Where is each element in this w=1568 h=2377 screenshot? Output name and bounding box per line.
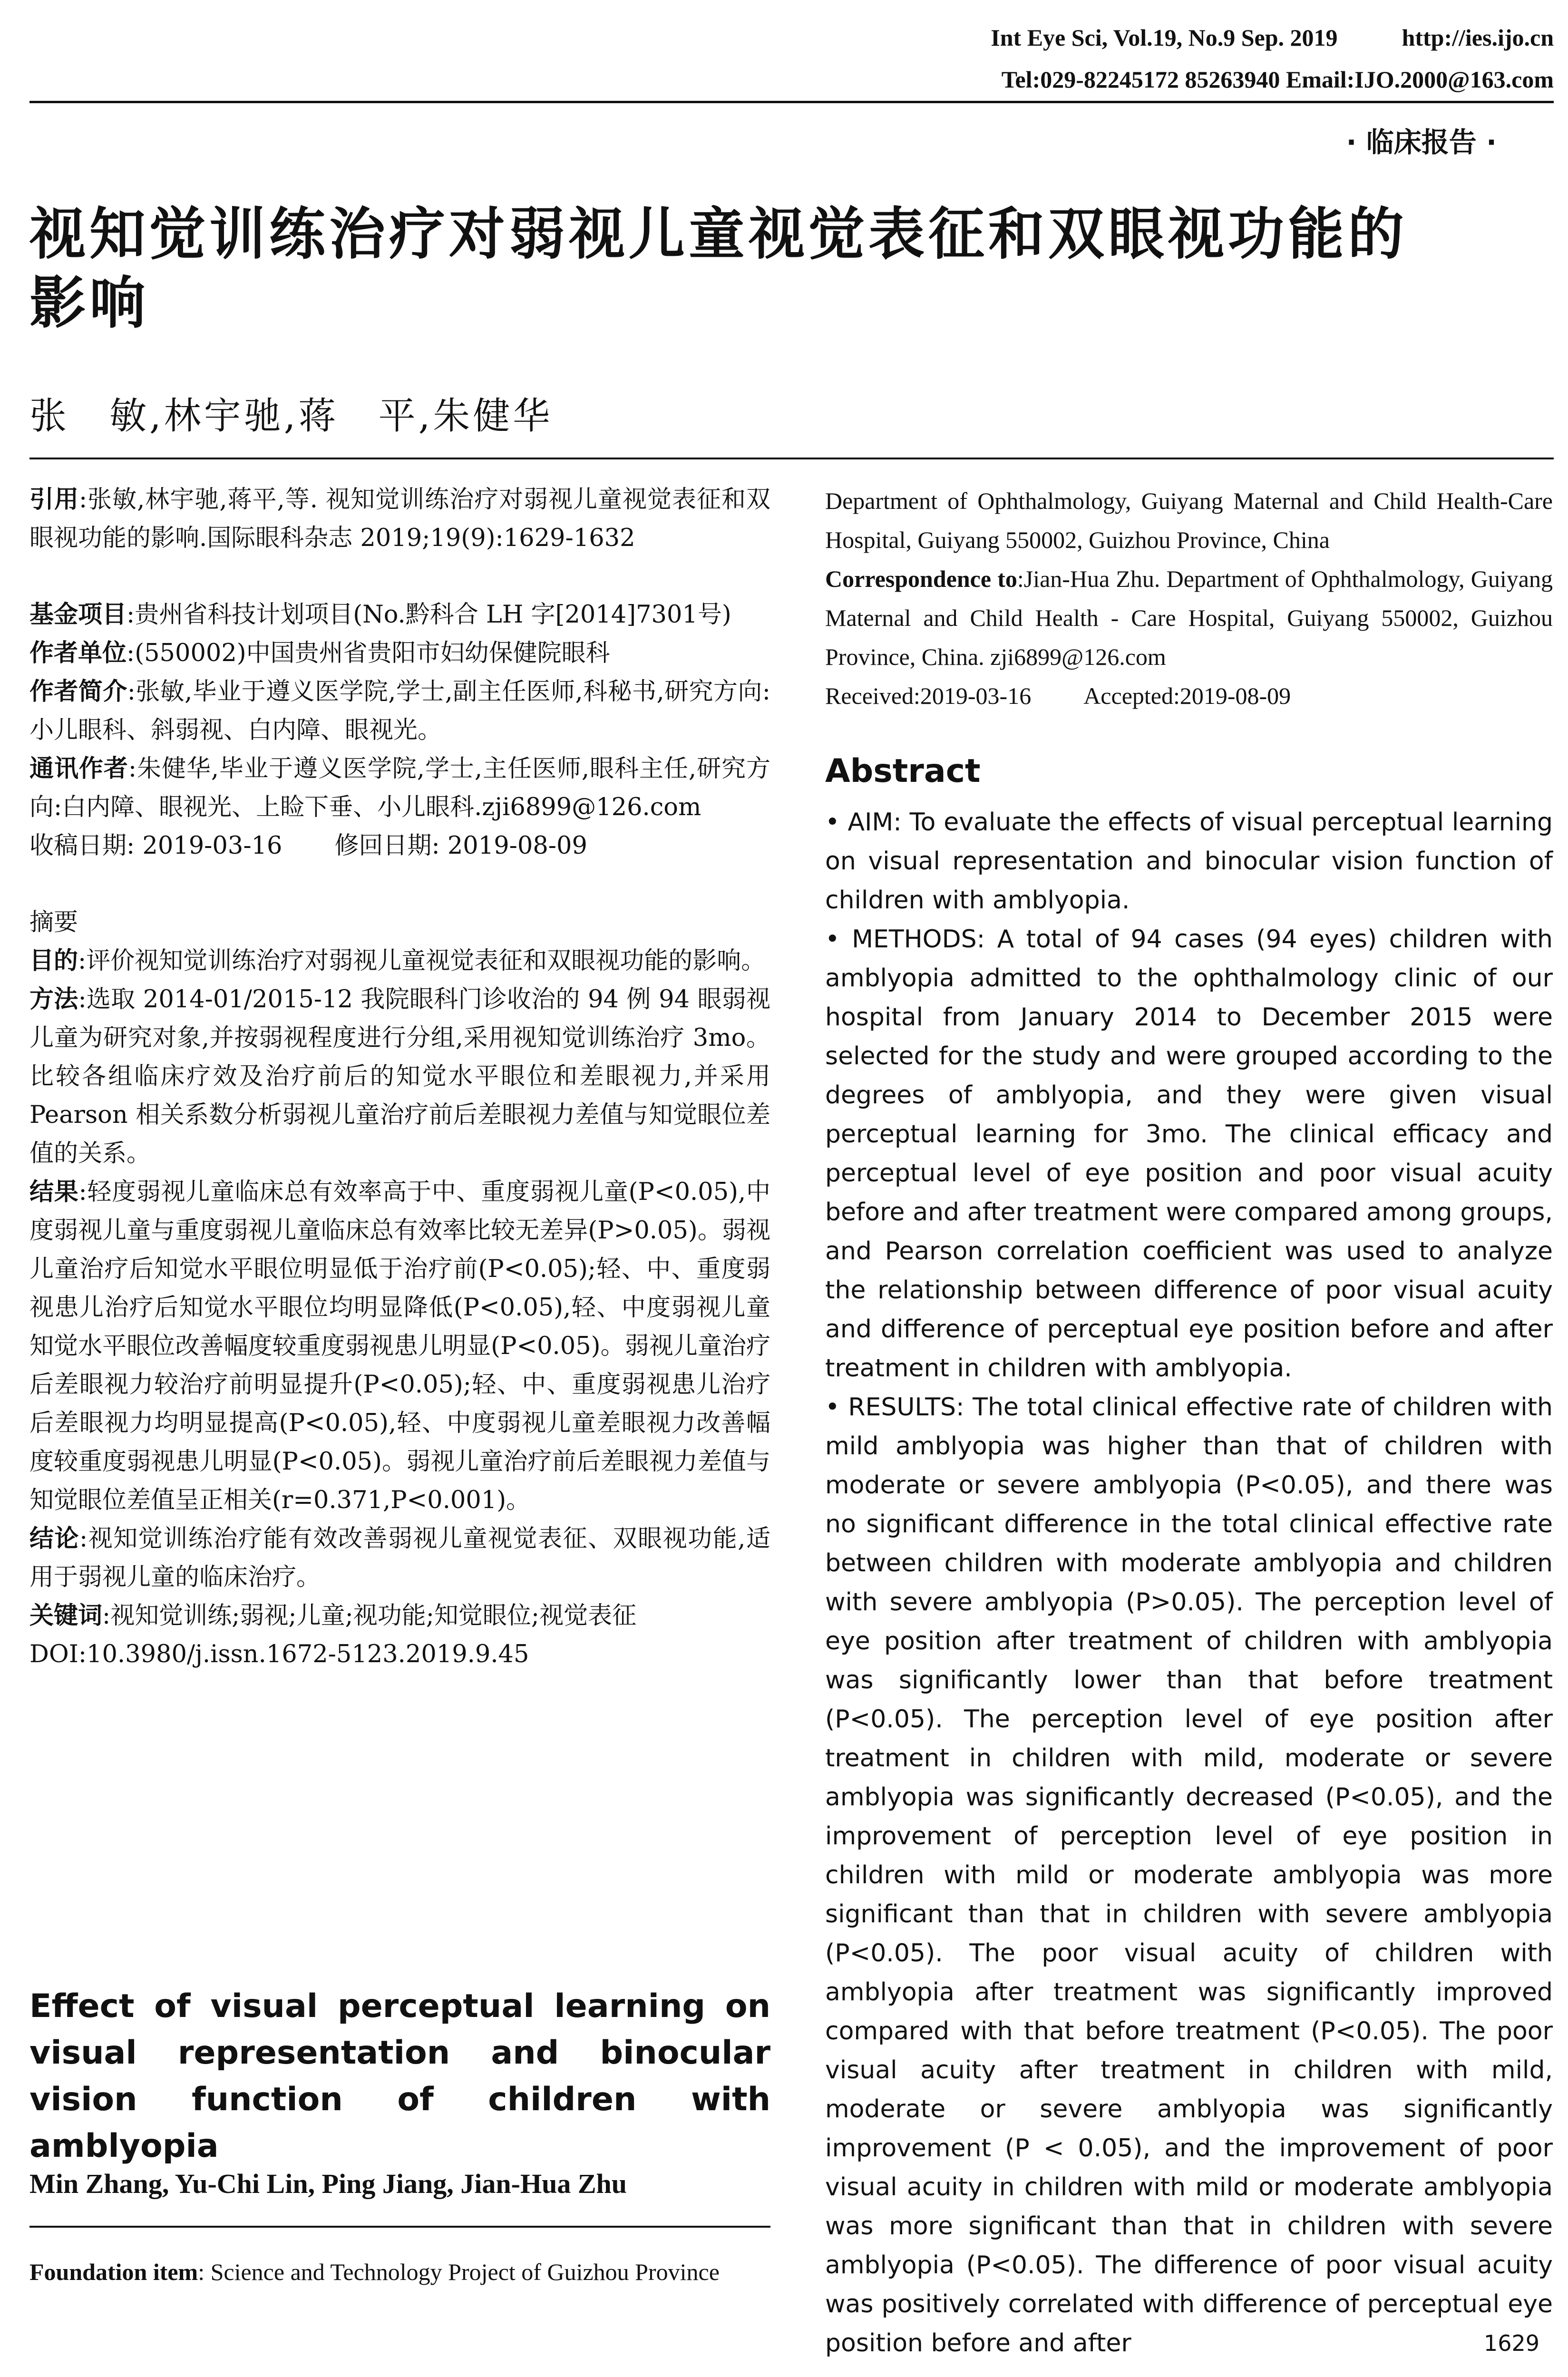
correspondence-cn-block [29, 750, 770, 827]
results-cn-block [29, 1173, 770, 1520]
journal-url[interactable]: http://ies.ijo.cn [1402, 24, 1554, 51]
conclusion-text: :视知觉训练治疗能有效改善弱视儿童视觉表征、双眼视功能,适用于弱视儿童的临床治疗。 [29, 1525, 770, 1591]
bio-text: :张敏,毕业于遵义医学院,学士,副主任医师,科秘书,研究方向:小儿眼科、斜弱视、白内障、眼视光。 [29, 678, 770, 744]
fund-label: 基金项目 [29, 601, 127, 629]
abstract-en-heading: Abstract [825, 752, 981, 790]
title-line-1: 视知觉训练治疗对弱视儿童视觉表征和双眼视功能的 [29, 201, 1408, 267]
dates-cn [29, 827, 770, 865]
english-authors: Min Zhang, Yu-Chi Lin, Ping Jiang, Jian-Hua Zhu [29, 2168, 627, 2199]
citation-label: 引用 [29, 486, 79, 514]
methods-en-text: : A total of 94 cases (94 eyes) children with amblyopia admitted to the ophthalmology clinic of our hospital from January 2014 to December 2015 were selected for the study and were grouped according to the degrees of amblyopia, and they were given visual perceptual learning for 3mo. The clinical efficacy and perceptual level of eye position and poor visual acuity before and after treatment were compared among groups, and Pearson correlation coefficient was used to analyze the relationship between difference of poor visual acuity and difference of perceptual eye position before and after treatment in children with amblyopia. [825, 925, 1553, 1383]
header-rule [29, 101, 1554, 103]
department-en: Department of Ophthalmology, Guiyang Maternal and Child Health-Care Hospital, Guiyang 550002, Guizhou Province, China [825, 487, 1553, 553]
right-affiliation-block [825, 481, 1553, 715]
journal-contact-line: Tel:029-82245172 85263940 Email:IJO.2000@163.com [1001, 66, 1554, 93]
aim-block [825, 803, 1553, 920]
fund-text: :贵州省科技计划项目(No.黔科合 LH 字[2014]7301号) [127, 601, 731, 629]
dates-en [825, 676, 1553, 715]
citation-text: :张敏,林宇驰,蒋平,等. 视知觉训练治疗对弱视儿童视觉表征和双眼视功能的影响.国际眼科杂志 2019;19(9):1629-1632 [29, 486, 770, 552]
accepted-en: Accepted:2019-08-09 [1083, 682, 1291, 709]
foundation-text: : Science and Technology Project of Guizhou Province [198, 2259, 720, 2285]
affiliation-label: 作者单位 [29, 639, 127, 667]
correspondence-en-block [825, 559, 1553, 676]
received-en: Received:2019-03-16 [825, 682, 1032, 709]
methods-cn-text: :选取 2014-01/2015-12 我院眼科门诊收治的 94 例 94 眼弱视儿童为研究对象,并按弱视程度进行分组,采用视知觉训练治疗 3mo。比较各组临床疗效及治疗前后的知觉水平眼位和差眼视力,并采用 Pearson 相关系数分析弱视儿童治疗前后差眼视力差值与知觉眼位差值的关系。 [29, 985, 770, 1168]
revised-cn: 修回日期: 2019-08-09 [334, 832, 587, 860]
authors-en-rule [29, 2226, 770, 2228]
keywords-block [29, 1597, 770, 1635]
foundation-label: Foundation item [29, 2259, 198, 2285]
fund-block [29, 595, 770, 634]
abstract-cn-heading: 摘要 [29, 908, 78, 936]
correspondence-cn-text: :朱健华,毕业于遵义医学院,学士,主任医师,眼科主任,研究方向:白内障、眼视光、上睑下垂、小儿眼科.zji6899@126.com [29, 755, 770, 821]
received-cn: 收稿日期: 2019-03-16 [29, 832, 282, 860]
aim-label: • AIM [825, 808, 894, 837]
abstract-en-body [825, 803, 1553, 2363]
article-title [29, 200, 1561, 338]
results-en-label: • RESULTS [825, 1393, 956, 1422]
objective-label: 目的 [29, 947, 78, 975]
authors-cn: 张 敏,林宇驰,蒋 平,朱健华 [29, 395, 553, 438]
correspondence-cn-label: 通讯作者 [29, 755, 128, 783]
left-column [29, 480, 770, 1674]
results-en-text: : The total clinical effective rate of children with mild amblyopia was higher than that of children with moderate or severe amblyopia (P<0.05), and there was no significant difference in the total clinical effective rate between children with moderate amblyopia and children with severe amblyopia (P>0.05). The perception level of eye position after treatment of children with amblyopia was significantly lower than that before treatment (P<0.05). The perception level of eye position after treatment in children with mild, moderate or severe amblyopia was significantly decreased (P<0.05), and the improvement of perception level of eye position in children with mild or moderate amblyopia was more significant than that in children with severe amblyopia (P<0.05). The poor visual acuity of children with amblyopia after treatment was significantly improved compared with that before treatment (P<0.05). The poor visual acuity after treatment in children with mild, moderate or severe amblyopia was significantly improvement (P < 0.05), and the improvement of poor visual acuity in children with mild or moderate amblyopia was more significant than that in children with severe amblyopia (P<0.05). The difference of poor visual acuity was positively correlated with difference of perceptual eye position before and after [825, 1393, 1553, 2358]
keywords-label: 关键词 [29, 1602, 103, 1630]
page-number: 1629 [1483, 2330, 1539, 2356]
citation-block [29, 480, 770, 557]
results-cn-text: :轻度弱视儿童临床总有效率高于中、重度弱视儿童(P<0.05),中度弱视儿童与重度弱视儿童临床总有效率比较无差异(P>0.05)。弱视儿童治疗后知觉水平眼位明显低于治疗前(P<0.05);轻、中、重度弱视患儿治疗后知觉水平眼位均明显降低(P<0.05),轻、中度弱视儿童知觉水平眼位改善幅度较重度弱视患儿明显(P<0.05)。弱视儿童治疗后差眼视力较治疗前明显提升(P<0.05);轻、中、重度弱视患儿治疗后差眼视力均明显提高(P<0.05),轻、中度弱视儿童差眼视力改善幅度较重度弱视患儿明显(P<0.05)。弱视儿童治疗前后差眼视力差值与知觉眼位差值呈正相关(r=0.371,P<0.001)。 [29, 1178, 770, 1514]
objective-text: :评价视知觉训练治疗对弱视儿童视觉表征和双眼视功能的影响。 [78, 947, 766, 975]
section-label: · 临床报告 · [1346, 126, 1497, 158]
affiliation-block [29, 634, 770, 672]
english-title: Effect of visual perceptual learning on visual representation and binocular vision function of children with amblyopia [29, 1987, 770, 2165]
authors-rule [29, 458, 1554, 459]
conclusion-block [29, 1520, 770, 1597]
foundation-block [29, 2253, 770, 2290]
affiliation-text: :(550002)中国贵州省贵阳市妇幼保健院眼科 [127, 639, 610, 667]
results-en-block [825, 1388, 1553, 2363]
title-line-2: 影响 [29, 270, 150, 336]
methods-en-label: • METHODS [825, 925, 977, 954]
keywords-text: :视知觉训练;弱视;儿童;视功能;知觉眼位;视觉表征 [102, 1602, 637, 1630]
doi[interactable]: DOI:10.3980/j.issn.1672-5123.2019.9.45 [29, 1640, 529, 1668]
objective-block [29, 942, 770, 980]
conclusion-label: 结论 [29, 1525, 80, 1553]
bio-label: 作者简介 [29, 678, 127, 706]
correspondence-en-text: :Jian-Hua Zhu. Department of Ophthalmology, Guiyang Maternal and Child Health - Care Hospital, Guiyang 550002, Guizhou Province, China. zji6899@126.com [825, 565, 1553, 670]
methods-cn-label: 方法 [29, 985, 78, 1013]
aim-text: : To evaluate the effects of visual perceptual learning on visual representation and binocular vision function of children with amblyopia. [825, 808, 1553, 915]
bio-block [29, 672, 770, 750]
journal-header [991, 19, 1554, 56]
methods-en-block [825, 920, 1553, 1388]
methods-cn-block [29, 980, 770, 1173]
correspondence-en-label: Correspondence to [825, 565, 1017, 592]
results-cn-label: 结果 [29, 1178, 79, 1206]
journal-citation-line: Int Eye Sci, Vol.19, No.9 Sep. 2019 [991, 24, 1338, 51]
